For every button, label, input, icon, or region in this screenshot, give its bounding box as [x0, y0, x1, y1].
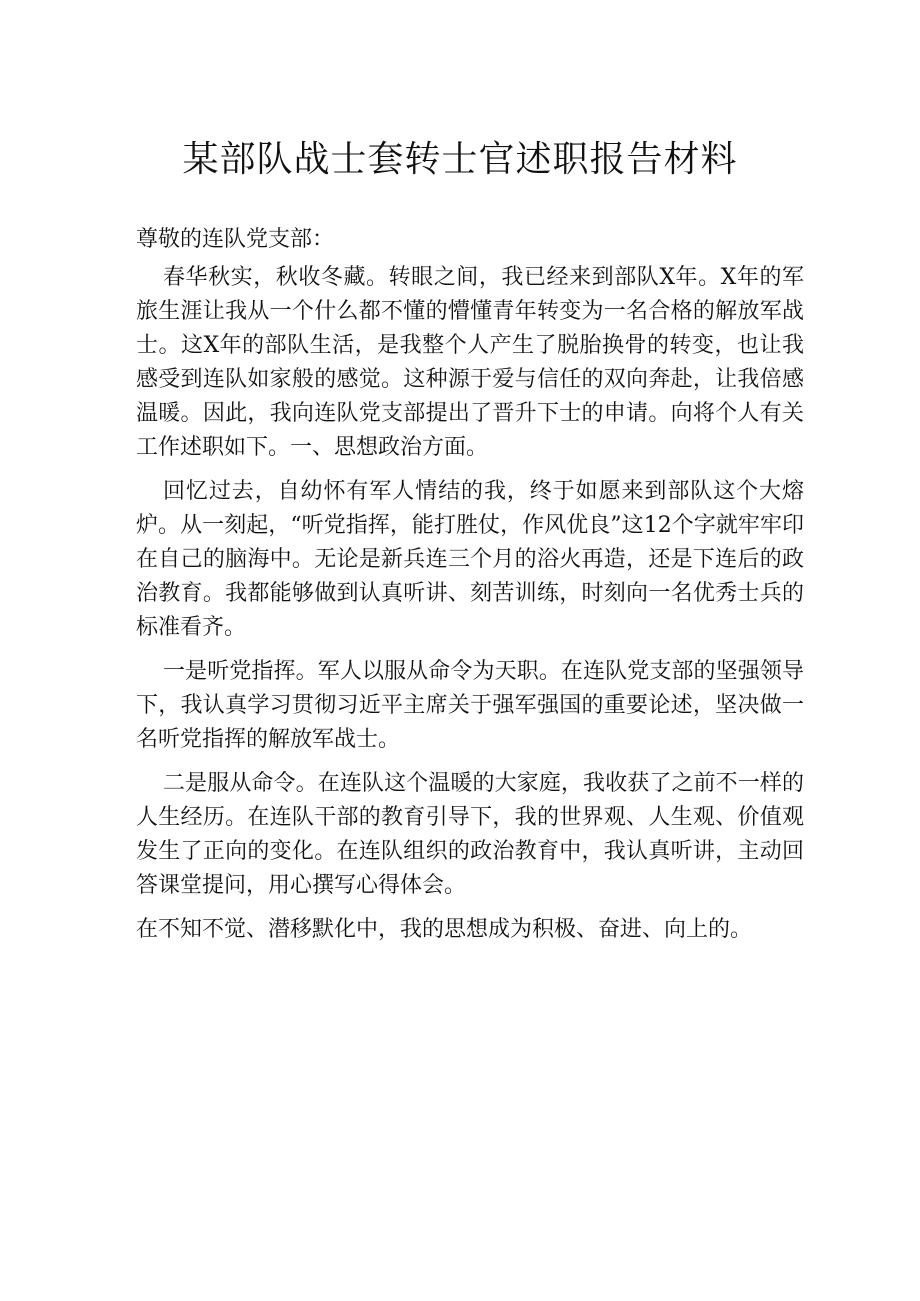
document-body	[136, 223, 804, 947]
paragraph-obey-party: 一是听党指挥。军人以服从命令为天职。在连队党支部的坚强领导下，我认真学习贯彻习近平主席关于强军强国的重要论述，坚决做一名听党指挥的解放军战士。	[136, 659, 804, 752]
salutation: 尊敬的连队党支部：	[136, 227, 335, 252]
document-title: 某部队战士套转士官述职报告材料	[182, 139, 738, 180]
paragraph-obey-orders: 二是服从命令。在连队这个温暖的大家庭，我收获了之前不一样的人生经历。在连队干部的教育引导下，我的世界观、人生观、价值观发生了正向的变化。在连队组织的政治教育中，我认真听讲，主动回答课堂提问，用心撰写心得体会。	[136, 771, 804, 898]
paragraph-closing: 在不知不觉、潜移默化中，我的思想成为积极、奋进、向上的。	[136, 917, 753, 942]
paragraph-recollection: 回忆过去，自幼怀有军人情结的我，终于如愿来到部队这个大熔炉。从一刻起，“听党指挥，能打胜仗，作风优良”这12个字就牢牢印在自己的脑海中。无论是新兵连三个月的浴火再造，还是下连后的政治教育。我都能够做到认真听讲、刻苦训练，时刻向一名优秀士兵的标准看齐。	[136, 479, 804, 640]
paragraph-opening: 春华秋实，秋收冬藏。转眼之间，我已经来到部队X年。X年的军旅生涯让我从一个什么都不懂的懵懂青年转变为一名合格的解放军战士。这X年的部队生活，是我整个人产生了脱胎换骨的转变，也让我感受到连队如家般的感觉。这种源于爱与信任的双向奔赴，让我倍感温暖。因此，我向连队党支部提出了晋升下士的申请。向将个人有关工作述职如下。一、思想政治方面。	[136, 265, 804, 460]
